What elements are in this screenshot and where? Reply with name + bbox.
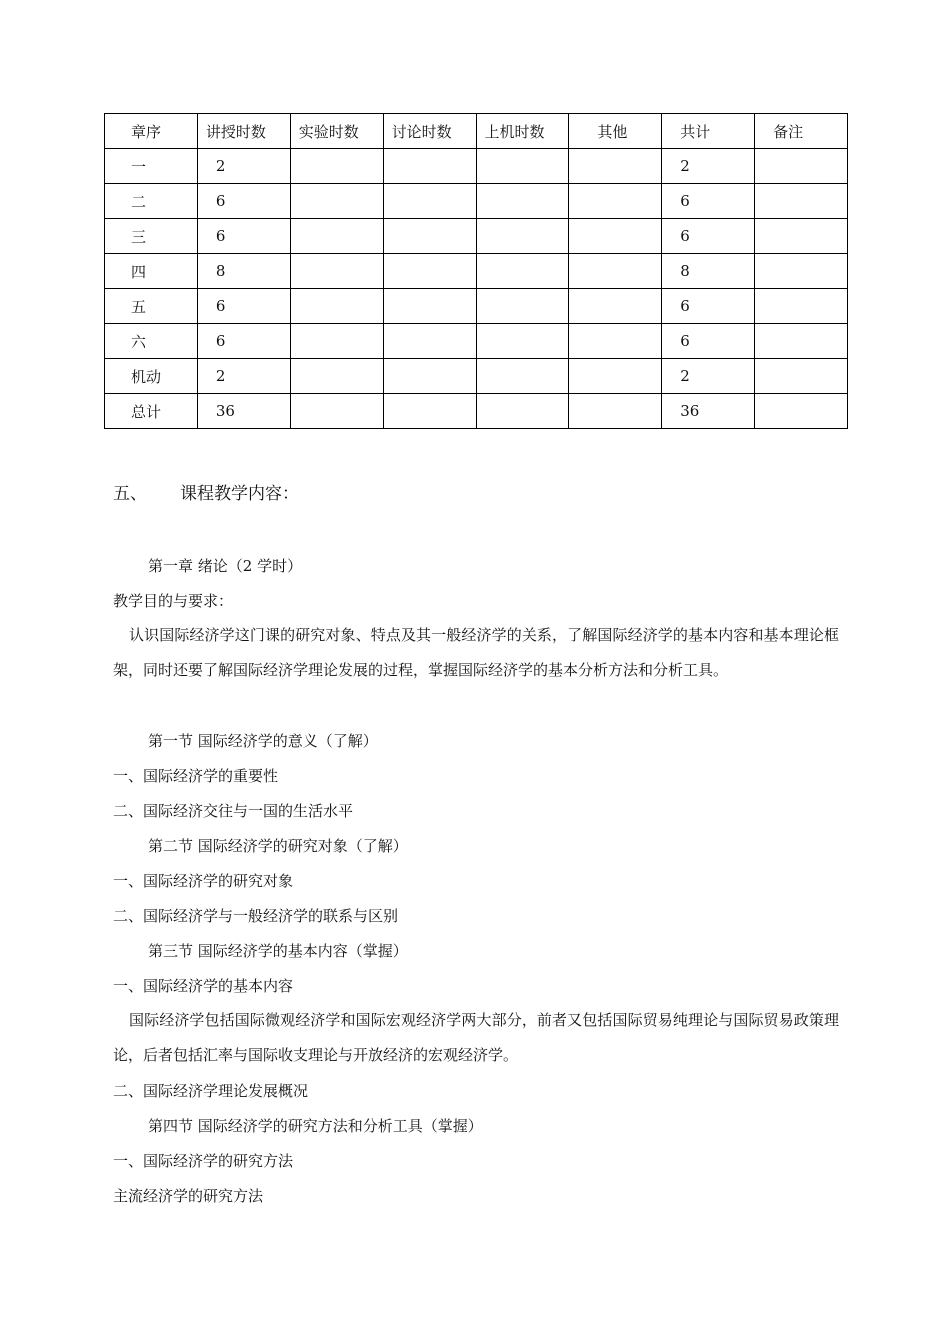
table-row — [105, 254, 848, 289]
header-cell: 上机时数 — [476, 114, 569, 149]
table-cell — [755, 324, 848, 359]
table-cell: 五 — [105, 289, 198, 324]
goal-label: 教学目的与要求： — [113, 592, 234, 610]
table-row — [105, 289, 848, 324]
table-row — [105, 184, 848, 219]
table-cell — [476, 394, 569, 429]
table-cell — [290, 394, 383, 429]
table-cell — [569, 289, 662, 324]
section-2-item: 一、国际经济学的研究对象 — [113, 872, 294, 890]
table-cell — [290, 149, 383, 184]
table-cell: 6 — [662, 219, 755, 254]
table-body — [105, 149, 848, 429]
section-4-title: 第四节 国际经济学的研究方法和分析工具（掌握） — [148, 1117, 483, 1135]
table-cell — [290, 289, 383, 324]
table-cell: 6 — [662, 184, 755, 219]
table-cell: 8 — [197, 254, 290, 289]
section-3-item: 一、国际经济学的基本内容 — [113, 977, 294, 995]
table-cell — [569, 324, 662, 359]
table-cell: 36 — [662, 394, 755, 429]
table-cell — [569, 254, 662, 289]
header-cell: 实验时数 — [290, 114, 383, 149]
section-3-title: 第三节 国际经济学的基本内容（掌握） — [148, 942, 408, 960]
table-cell: 6 — [662, 324, 755, 359]
section-2-title: 第二节 国际经济学的研究对象（了解） — [148, 837, 408, 855]
table-row — [105, 219, 848, 254]
table-cell: 机动 — [105, 359, 198, 394]
table-cell — [476, 324, 569, 359]
section-1-title: 第一节 国际经济学的意义（了解） — [148, 732, 378, 750]
table-cell: 六 — [105, 324, 198, 359]
table-cell — [476, 289, 569, 324]
table-cell — [569, 359, 662, 394]
header-cell: 讲授时数 — [197, 114, 290, 149]
table-cell — [476, 359, 569, 394]
section-2-item: 二、国际经济学与一般经济学的联系与区别 — [113, 907, 399, 925]
table-cell — [569, 394, 662, 429]
table-cell — [569, 184, 662, 219]
table-cell — [383, 184, 476, 219]
table-cell — [476, 254, 569, 289]
table-cell — [476, 149, 569, 184]
table-cell: 6 — [662, 289, 755, 324]
section-4-item: 一、国际经济学的研究方法 — [113, 1152, 294, 1170]
section-4-item: 主流经济学的研究方法 — [113, 1187, 264, 1205]
table-cell — [755, 149, 848, 184]
table-row — [105, 149, 848, 184]
header-cell: 备注 — [755, 114, 848, 149]
table-cell: 三 — [105, 219, 198, 254]
table-cell — [383, 149, 476, 184]
section-title: 课程教学内容： — [180, 484, 299, 504]
table-cell — [476, 219, 569, 254]
table-cell: 6 — [197, 324, 290, 359]
table-cell — [755, 359, 848, 394]
table-cell — [290, 184, 383, 219]
table-cell: 四 — [105, 254, 198, 289]
section-heading — [113, 484, 299, 504]
table-cell — [383, 219, 476, 254]
header-cell: 其他 — [569, 114, 662, 149]
table-row — [105, 394, 848, 429]
table-cell — [755, 219, 848, 254]
table-header-row — [105, 114, 848, 149]
table-cell: 总计 — [105, 394, 198, 429]
table-cell — [476, 184, 569, 219]
table-cell: 二 — [105, 184, 198, 219]
table-cell: 6 — [197, 219, 290, 254]
table-cell: 6 — [197, 184, 290, 219]
table-cell — [383, 254, 476, 289]
table-cell: 2 — [662, 359, 755, 394]
section-number: 五、 — [113, 484, 147, 504]
table-cell — [755, 289, 848, 324]
table-cell: 6 — [197, 289, 290, 324]
table-cell — [755, 254, 848, 289]
table-cell — [569, 149, 662, 184]
table-cell — [290, 359, 383, 394]
table-cell — [383, 394, 476, 429]
table-cell: 36 — [197, 394, 290, 429]
table-cell: 2 — [662, 149, 755, 184]
header-cell: 讨论时数 — [383, 114, 476, 149]
chapter-title: 第一章 绪论（2 学时） — [148, 557, 303, 575]
table-row — [105, 324, 848, 359]
table-cell — [755, 394, 848, 429]
table-cell — [569, 219, 662, 254]
table-row — [105, 359, 848, 394]
hours-table — [104, 113, 848, 429]
section-1-item: 一、国际经济学的重要性 — [113, 767, 279, 785]
table-cell — [290, 324, 383, 359]
table-cell: 2 — [197, 359, 290, 394]
section-1-item: 二、国际经济交往与一国的生活水平 — [113, 802, 354, 820]
header-cell: 共计 — [662, 114, 755, 149]
header-cell: 章序 — [105, 114, 198, 149]
table-cell — [290, 254, 383, 289]
table-cell — [383, 359, 476, 394]
section-3-item: 二、国际经济学理论发展概况 — [113, 1082, 309, 1100]
section-3-paragraph: 国际经济学包括国际微观经济学和国际宏观经济学两大部分，前者又包括国际贸易纯理论与国际贸易政策理论，后者包括汇率与国际收支理论与开放经济的宏观经济学。 — [113, 1011, 839, 1064]
table-cell: 2 — [197, 149, 290, 184]
table-cell — [383, 289, 476, 324]
goal-paragraph: 认识国际经济学这门课的研究对象、特点及其一般经济学的关系，了解国际经济学的基本内容和基本理论框架，同时还要了解国际经济学理论发展的过程，掌握国际经济学的基本分析方法和分析工具。 — [113, 626, 839, 679]
table-cell — [755, 184, 848, 219]
table-cell: 一 — [105, 149, 198, 184]
table-cell — [290, 219, 383, 254]
table-cell — [383, 324, 476, 359]
table-cell: 8 — [662, 254, 755, 289]
